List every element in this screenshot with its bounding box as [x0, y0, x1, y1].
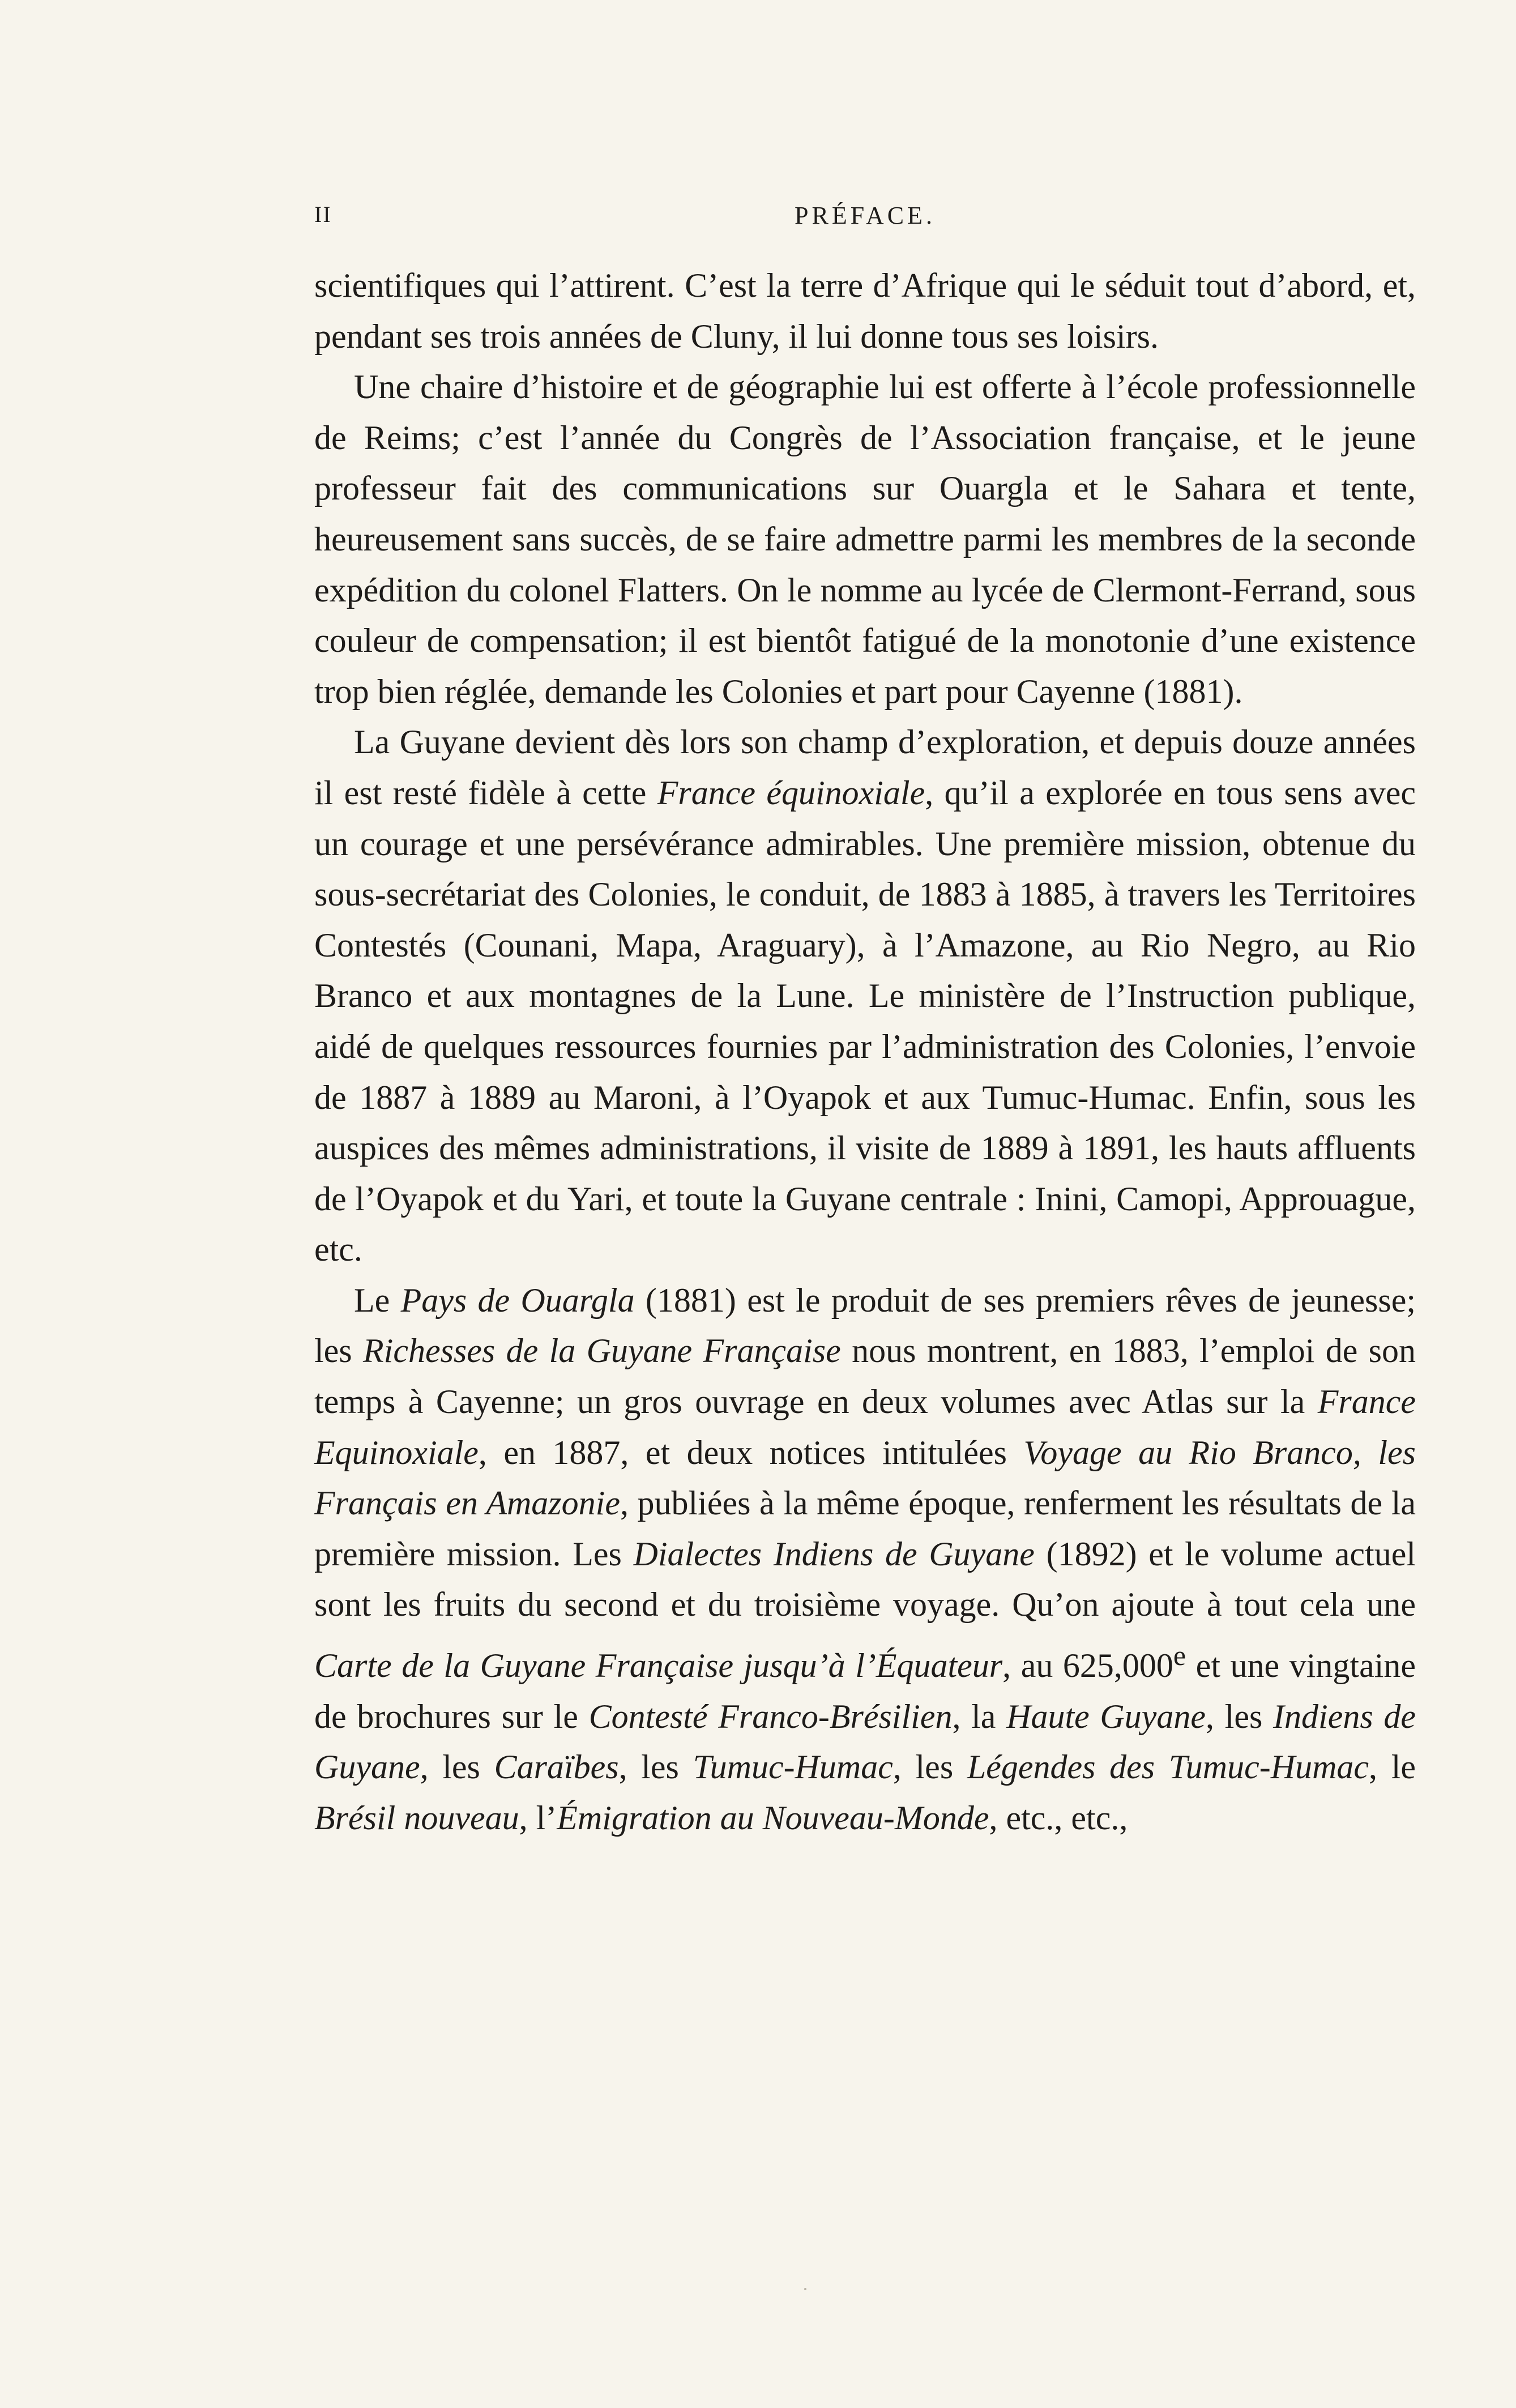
text-run: scientifiques qui l’attirent. C’est la terre d’Afrique qui le séduit tout d’abord, et, pendant ses trois années de Cluny, il lui donne tous ses loisirs.: [314, 267, 1416, 355]
page-number: II: [314, 202, 332, 227]
italic-title: France équinoxiale: [657, 774, 925, 812]
text-run: (1892) et le volume actuel sont les fruits du second et du troisième voyage. Qu’on ajoute à tout cela une: [314, 1535, 1416, 1624]
italic-title: France Equinoxiale: [314, 1383, 1416, 1471]
text-run: , les: [420, 1748, 494, 1786]
text-run: , etc., etc.,: [989, 1799, 1128, 1837]
paragraph: [314, 1275, 1416, 1844]
italic-title: Brésil nouveau: [314, 1799, 519, 1837]
italic-title: Voyage au Rio Branco, les Français en Amazonie: [314, 1433, 1416, 1522]
italic-title: Dialectes Indiens de Guyane: [633, 1535, 1035, 1573]
body-text: [314, 261, 1416, 1843]
text-run: La Guyane devient dès lors son champ d’exploration, et depuis douze années il est resté fidèle à cette: [314, 723, 1416, 812]
italic-title: Tumuc-Humac: [693, 1748, 893, 1786]
text-run: , qu’il a explorée en tous sens avec un courage et une persévérance admirables. Une première mission, obtenue du sous-secrétariat des Colonies, le conduit, de 1883 à 1885, à travers les Territoires Contestés (Counani, Mapa, Araguary), à l’Amazone, au Rio Negro, au Rio Branco et aux montagnes de la Lune. Le ministère de l’Instruction publique, aidé de quelques ressources fournies par l’administration des Colonies, l’envoie de 1887 à 1889 au Maroni, à l’Oyapok et aux Tumuc-Humac. Enfin, sous les auspices des mêmes administrations, il visite de 1889 à 1891, les hauts affluents de l’Oyapok et du Yari, et toute la Guyane centrale : Inini, Camopi, Approuague, etc.: [314, 774, 1416, 1269]
text-run: , en 1887, et deux notices intitulées: [478, 1433, 1024, 1471]
text-run: , la: [952, 1697, 1007, 1735]
text-run: , l’: [519, 1799, 557, 1837]
paragraph: [314, 261, 1416, 362]
text-run: , le: [1369, 1748, 1416, 1786]
italic-title: Contesté Franco-Brésilien: [588, 1697, 953, 1735]
italic-title: Pays de Ouargla: [400, 1281, 635, 1319]
italic-title: Richesses de la Guyane Française: [363, 1332, 841, 1370]
text-run: nous montrent, en 1883, l’emploi de son temps à Cayenne; un gros ouvrage en deux volumes avec Atlas sur la: [314, 1332, 1416, 1421]
paragraph: [314, 362, 1416, 717]
paper-speck: [804, 2288, 806, 2290]
running-head: PRÉFACE.: [795, 202, 936, 229]
text-run: , publiées à la même époque, renferment les résultats de la première mission. Les: [314, 1484, 1416, 1573]
italic-title: Indiens de Guyane: [314, 1697, 1416, 1786]
text-run: , les: [892, 1748, 967, 1786]
text-run: Une chaire d’histoire et de géographie lui est offerte à l’école professionnelle de Reims; c’est l’année du Congrès de l’Association française, et le jeune professeur fait des communications sur Ouargla et le Sahara et tente, heureusement sans succès, de se faire admettre parmi les membres de la seconde expédition du colonel Flatters. On le nomme au lycée de Clermont-Ferrand, sous couleur de compensation; il est bientôt fatigué de la monotonie d’une existence trop bien réglée, demande les Colonies et part pour Cayenne (1881).: [314, 368, 1416, 710]
text-run: (1881) est le produit de ses premiers rêves de jeunesse; les: [314, 1281, 1416, 1370]
text-run: Le: [354, 1281, 401, 1319]
italic-title: Émigration au Nouveau-Monde: [557, 1799, 989, 1837]
text-run: , les: [1206, 1697, 1274, 1735]
italic-title: Caraïbes: [494, 1748, 619, 1786]
text-run: , au 625,000: [1002, 1647, 1173, 1685]
italic-title: Légendes des Tumuc-Humac: [967, 1748, 1369, 1786]
page-header: [314, 201, 1416, 235]
italic-title: Carte de la Guyane Française jusqu’à l’Équateur: [314, 1647, 1003, 1685]
superscript: e: [1173, 1640, 1186, 1672]
paragraph: [314, 717, 1416, 1275]
text-run: et une vingtaine de brochures sur le: [314, 1647, 1416, 1735]
text-run: , les: [618, 1748, 693, 1786]
italic-title: Haute Guyane: [1006, 1697, 1206, 1735]
